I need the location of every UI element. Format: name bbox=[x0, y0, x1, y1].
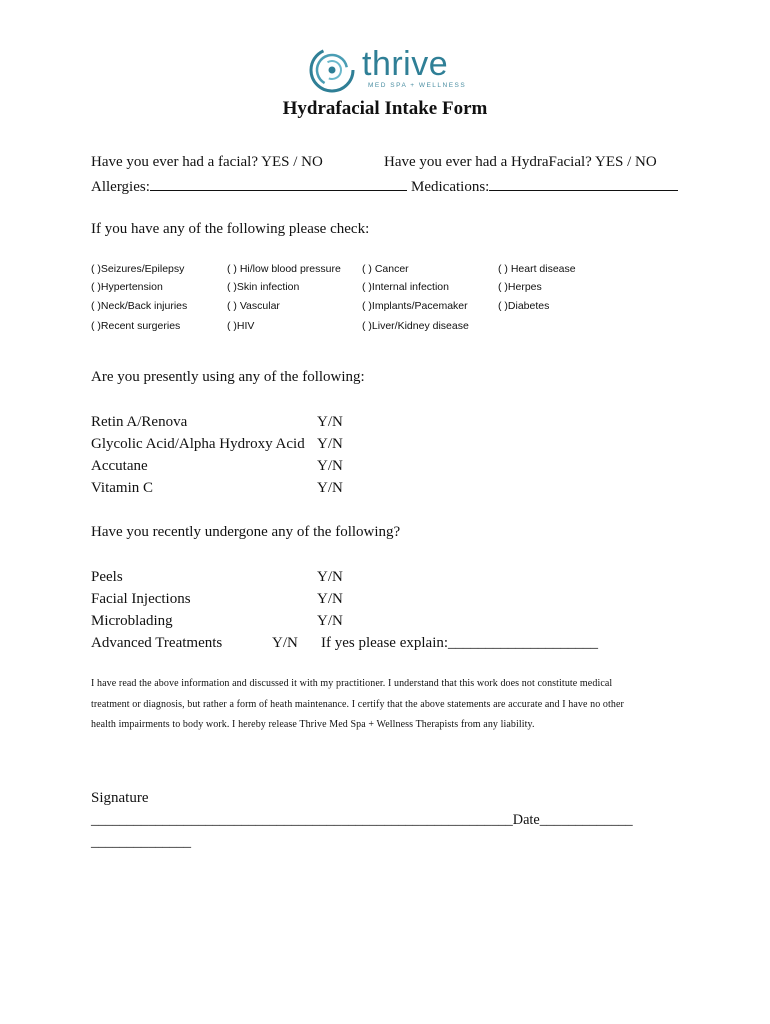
condition-checkbox[interactable]: ( ) Hi/low blood pressure bbox=[227, 263, 341, 275]
condition-checkbox[interactable]: ( ) Cancer bbox=[362, 263, 409, 275]
disclaimer-line: treatment or diagnosis, but rather a form of heath maintenance. I certify that the above statements are accurate and I have no other bbox=[91, 698, 624, 710]
using-item-answer[interactable]: Y/N bbox=[317, 480, 343, 496]
disclaimer bbox=[91, 674, 691, 736]
swirl-logo-icon bbox=[306, 44, 358, 96]
advanced-treatments-label: Advanced Treatments bbox=[91, 635, 223, 651]
undergone-item-label: Facial Injections bbox=[91, 591, 191, 607]
condition-checkbox[interactable]: ( )Diabetes bbox=[498, 300, 550, 312]
signature-label: Signature bbox=[91, 790, 149, 806]
using-item-label: Retin A/Renova bbox=[91, 414, 188, 430]
question-facial: Have you ever had a facial? YES / NO bbox=[91, 154, 323, 170]
medications-row bbox=[411, 176, 678, 196]
disclaimer-line: I have read the above information and discussed it with my practitioner. I understand that this work does not constitute medical bbox=[91, 678, 613, 689]
condition-checkbox[interactable]: ( )HIV bbox=[227, 320, 255, 332]
using-item-answer[interactable]: Y/N bbox=[317, 436, 343, 452]
undergone-item-label: Microblading bbox=[91, 613, 173, 629]
question-hydrafacial: Have you ever had a HydraFacial? YES / NO bbox=[384, 154, 657, 170]
allergies-label: Allergies: bbox=[91, 179, 150, 195]
form-title: Hydrafacial Intake Form bbox=[282, 98, 488, 119]
medications-field[interactable] bbox=[489, 176, 678, 191]
using-item-label: Glycolic Acid/Alpha Hydroxy Acid bbox=[91, 436, 305, 452]
condition-checkbox[interactable]: ( )Skin infection bbox=[227, 281, 300, 293]
condition-checkbox[interactable]: ( )Internal infection bbox=[362, 281, 449, 293]
condition-checkbox[interactable]: ( )Implants/Pacemaker bbox=[362, 300, 468, 312]
condition-checkbox[interactable]: ( ) Heart disease bbox=[498, 263, 576, 275]
condition-checkbox[interactable]: ( )Recent surgeries bbox=[91, 320, 181, 332]
signature-date-line[interactable]: ___________________________________________________________Date_____________ bbox=[91, 812, 633, 828]
undergone-item-answer[interactable]: Y/N bbox=[317, 613, 343, 629]
undergone-intro: Have you recently undergone any of the following? bbox=[91, 524, 401, 540]
allergies-field[interactable] bbox=[150, 176, 407, 191]
condition-checkbox[interactable]: ( )Seizures/Epilepsy bbox=[91, 263, 185, 275]
using-item-label: Accutane bbox=[91, 458, 148, 474]
advanced-treatments-explain[interactable]: If yes please explain:____________________ bbox=[321, 635, 599, 651]
using-item-answer[interactable]: Y/N bbox=[317, 414, 343, 430]
condition-checkbox[interactable]: ( )Neck/Back injuries bbox=[91, 300, 188, 312]
condition-checkbox[interactable]: ( )Hypertension bbox=[91, 281, 163, 293]
condition-checkbox[interactable]: ( ) Vascular bbox=[227, 300, 280, 312]
undergone-item-label: Peels bbox=[91, 569, 123, 585]
brand-name: thrive bbox=[362, 45, 449, 83]
thrive-logo bbox=[306, 44, 466, 100]
medications-label: Medications: bbox=[411, 179, 490, 195]
using-intro: Are you presently using any of the following: bbox=[91, 369, 365, 385]
allergies-row bbox=[91, 176, 407, 196]
condition-checkbox[interactable]: ( )Herpes bbox=[498, 281, 542, 293]
using-item-label: Vitamin C bbox=[91, 480, 154, 496]
undergone-item-answer[interactable]: Y/N bbox=[317, 569, 343, 585]
disclaimer-line: health impairments to body work. I hereby release Thrive Med Spa + Wellness Therapists from any liability. bbox=[91, 719, 535, 730]
undergone-item-answer[interactable]: Y/N bbox=[317, 591, 343, 607]
conditions-intro: If you have any of the following please check: bbox=[91, 221, 370, 237]
using-item-answer[interactable]: Y/N bbox=[317, 458, 343, 474]
advanced-treatments-answer[interactable]: Y/N bbox=[272, 635, 298, 651]
signature-line-continued[interactable]: ______________ bbox=[91, 834, 192, 850]
condition-checkbox[interactable]: ( )Liver/Kidney disease bbox=[362, 320, 469, 332]
brand-tagline: MED SPA + WELLNESS bbox=[368, 82, 467, 89]
